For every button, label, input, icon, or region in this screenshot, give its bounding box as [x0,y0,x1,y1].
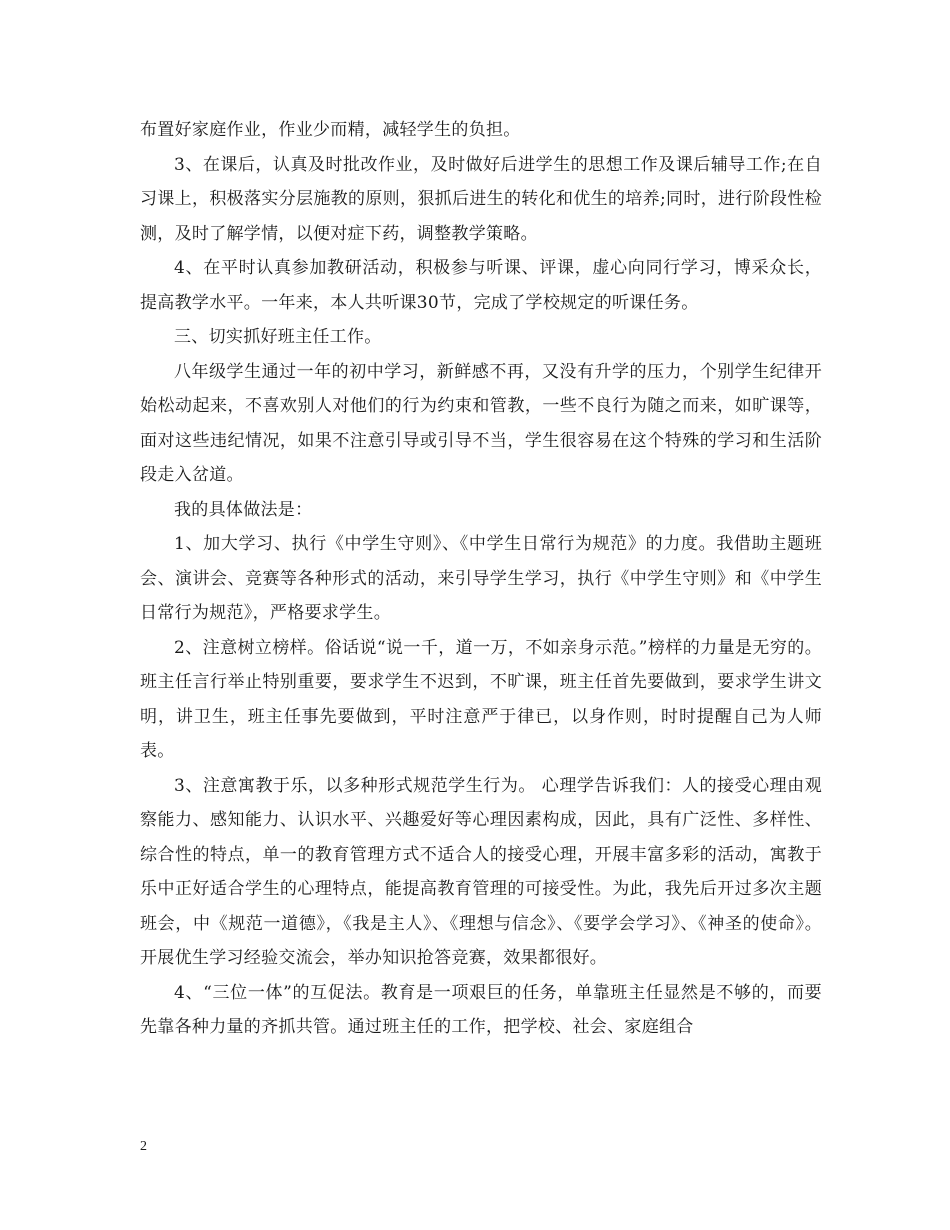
paragraph-2: 3、在课后，认真及时批改作业，及时做好后进学生的思想工作及课后辅导工作;在自习课上，积极落实分层施教的原则，狠抓后进生的转化和优生的培养;同时，进行阶段性检测，及时了解学情，以便对症下药，调整教学策略。 [140,154,822,244]
document-body [140,113,822,1045]
paragraph-9: 3、注意寓教于乐，以多种形式规范学生行为。 心理学告诉我们：人的接受心理由观察能力、感知能力、认识水平、兴趣爱好等心理因素构成，因此，具有广泛性、多样性、综合性的特点，单一的教育管理方式不适合人的接受心理，开展丰富多彩的活动，寓教于乐中正好适合学生的心理特点，能提高教育管理的可接受性。为此，我先后开过多次主题班会，中《规范一道德》，《我是主人》、《理想与信念》、《要学会学习》、《神圣的使命》。开展优生学习经验交流会，举办知识抢答竞赛，效果都很好。 [140,775,822,968]
paragraph-7: 1、加大学习、执行《中学生守则》、《中学生日常行为规范》的力度。我借助主题班会、演讲会、竞赛等各种形式的活动，来引导学生学习，执行《中学生守则》和《中学生日常行为规范》，严格要求学生。 [140,534,822,623]
paragraph-8: 2、注意树立榜样。俗话说“说一千，道一万，不如亲身示范。”榜样的力量是无穷的。班主任言行举止特别重要，要求学生不迟到，不旷课，班主任首先要做到，要求学生讲文明，讲卫生，班主任事先要做到，平时注意严于律已，以身作则，时时提醒自己为人师表。 [140,637,822,761]
paragraph-5: 八年级学生通过一年的初中学习，新鲜感不再，又没有升学的压力，个别学生纪律开始松动起来，不喜欢别人对他们的行为约束和管教，一些不良行为随之而来，如旷课等，面对这些违纪情况，如果不注意引导或引导不当，学生很容易在这个特殊的学习和生活阶段走入岔道。 [140,361,822,485]
paragraph-1: 布置好家庭作业，作业少而精，减轻学生的负担。 [140,120,521,140]
page-number: 2 [140,1139,147,1154]
paragraph-6: 我的具体做法是： [174,499,313,520]
section-heading: 三、切实抓好班主任工作。 [174,327,382,347]
paragraph-10: 4、“三位一体”的互促法。教育是一项艰巨的任务，单靠班主任显然是不够的，而要先靠各种力量的齐抓共管。通过班主任的工作，把学校、社会、家庭组合 [140,982,822,1037]
paragraph-3: 4、在平时认真参加教研活动，积极参与听课、评课，虚心向同行学习，博采众长，提高教学水平。一年来，本人共听课30节，完成了学校规定的听课任务。 [140,258,822,313]
